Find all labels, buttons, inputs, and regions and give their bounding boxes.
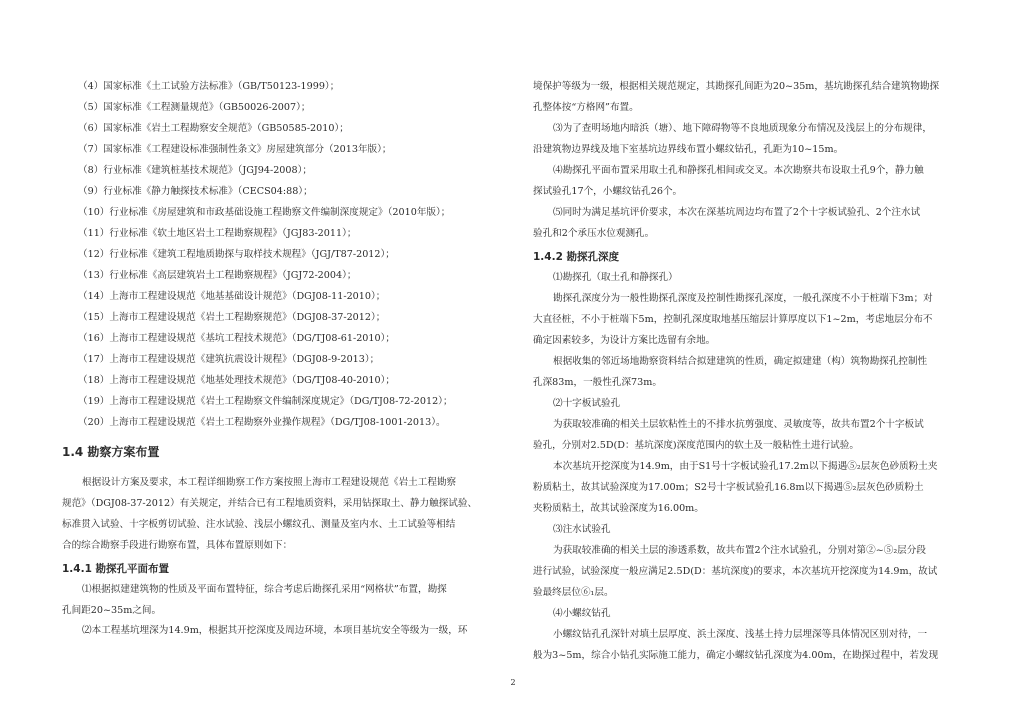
paragraph-line: ⑷勘探孔平面布置采用取土孔和静探孔相间或交叉。本次勘察共布设取土孔9个，静力触 [553,165,924,176]
reference-item: （7）国家标准《工程建设标准强制性条文》房屋建筑部分（2013年版）； [78,144,392,155]
paragraph-line: 验最终层位⑥₁层。 [533,587,614,598]
paragraph-line: 粉质粘土，故其试验深度为17.00m；S2号十字板试验孔16.8m以下揭遇⑤₂层灰色砂质粉土 [533,482,924,493]
reference-item: （18）上海市工程建设规范《地基处理技术规范》（DG/TJ08-40-2010）； [78,375,396,386]
reference-item: （11）行业标准《软土地区岩土工程勘察规程》（JGJ83-2011）； [78,228,357,239]
paragraph-line: 勘探孔深度分为一般性勘探孔深度及控制性勘探孔深度，一般孔深度不小于桩端下3m；对 [553,293,933,304]
paragraph-line: 为获取较准确的相关土层软粘性土的不排水抗剪强度、灵敏度等，故共布置2个十字板试 [553,419,924,430]
reference-item: （9）行业标准《静力触探技术标准》（CECS04:88）； [78,186,313,197]
paragraph-line: 根据设计方案及要求，本工程详细勘察工作方案按照上海市工程建设规范《岩土工程勘察 [82,477,457,488]
page-number: 2 [510,678,516,687]
paragraph-line: ⑴根据拟建建筑物的性质及平面布置特征，综合考虑后勘探孔采用“网格状”布置，勘探 [82,584,447,595]
paragraph-line: 根据收集的邻近场地勘察资料结合拟建建筑的性质，确定拟建建（构）筑物勘探孔控制性 [553,356,928,367]
paragraph-line: 验孔和2个承压水位观测孔。 [533,228,655,239]
item-heading: ⑷小螺纹钻孔 [553,608,611,619]
paragraph-line: 孔整体按“方格网”布置。 [533,102,639,113]
subsection-heading: 1.4.2 勘探孔深度 [533,251,620,263]
subsection-heading: 1.4.1 勘探孔平面布置 [62,563,170,575]
paragraph-line: 进行试验，试验深度一般应满足2.5D(D：基坑深度)的要求，本次基坑开挖深度为14.9m，故试 [533,566,938,577]
reference-item: （16）上海市工程建设规范《基坑工程技术规范》（DG/TJ08-61-2010）； [78,333,396,344]
paragraph-line: 孔间距20~35m之间。 [62,605,162,616]
section-heading: 1.4 勘察方案布置 [62,445,160,459]
item-heading: ⑴勘探孔（取土孔和静探孔） [553,272,678,283]
paragraph-line: 为获取较准确的相关土层的渗透系数，故共布置2个注水试验孔，分别对第②~⑤₂层分段 [553,545,926,556]
paragraph-line: 规范》（DGJ08-37-2012）有关规定，并结合已有工程地质资料，采用钻探取土、静力触探试验、 [62,498,478,509]
reference-item: （12）行业标准《建筑工程地质勘探与取样技术规程》（JGJ/T87-2012）； [78,249,395,260]
reference-item: （13）行业标准《高层建筑岩土工程勘察规程》（JGJ72-2004）； [78,270,357,281]
paragraph-line: 夹粉质粘土，故其试验深度为16.00m。 [533,503,704,514]
paragraph-line: 孔深83m，一般性孔深73m。 [533,377,662,388]
reference-item: （5）国家标准《工程测量规范》（GB50026-2007）； [78,102,311,113]
paragraph-line: ⑵本工程基坑埋深为14.9m，根据其开挖深度及周边环境，本项目基坑安全等级为一级，环 [82,625,468,636]
reference-item: （8）行业标准《建筑桩基技术规范》（JGJ94-2008）； [78,165,313,176]
item-heading: ⑵十字板试验孔 [553,398,621,409]
reference-item: （20）上海市工程建设规范《岩土工程勘察外业操作规程》（DG/TJ08-1001-2013）。 [78,417,446,428]
reference-item: （4）国家标准《土工试验方法标准》（GB/T50123-1999）； [78,81,340,92]
reference-item: （10）行业标准《房屋建筑和市政基础设施工程勘察文件编制深度规定》（2010年版）； [78,207,451,218]
paragraph-line: 小螺纹钻孔孔深针对填土层厚度、浜土深度、浅基土持力层埋深等具体情况区别对待，一 [553,629,928,640]
paragraph-line: 探试验孔17个，小螺纹钻孔26个。 [533,186,683,197]
paragraph-line: 标准贯入试验、十字板剪切试验、注水试验、浅层小螺纹孔、测量及室内水、土工试验等相结 [62,519,456,530]
paragraph-line: 确定因素较多，为设计方案比选留有余地。 [533,335,716,346]
reference-item: （19）上海市工程建设规范《岩土工程勘察文件编制深度规定》（DG/TJ08-72-2012）； [78,396,453,407]
paragraph-line: ⑸同时为满足基坑评价要求，本次在深基坑周边均布置了2个十字板试验孔、2个注水试 [553,207,921,218]
paragraph-line: 大直径桩，不小于桩端下5m，控制孔深度取地基压缩层计算厚度以下1~2m，考虑地层分布不 [533,314,933,325]
paragraph-line: 沿建筑物边界线及地下室基坑边界线布置小螺纹钻孔，孔距为10~15m。 [533,144,844,155]
reference-item: （17）上海市工程建设规范《建筑抗震设计规程》（DGJ08-9-2013）； [78,354,380,365]
paragraph-line: 本次基坑开挖深度为14.9m，由于S1号十字板试验孔17.2m以下揭遇⑤₂层灰色砂质粉土夹 [553,461,938,472]
paragraph-line: 境保护等级为一级，根据相关规范规定，其勘探孔间距为20~35m，基坑勘探孔结合建筑物勘探 [533,81,940,92]
paragraph-line: ⑶为了查明场地内暗浜（塘）、地下障碍物等不良地质现象分布情况及浅层上的分布规律， [553,123,932,134]
reference-item: （14）上海市工程建设规范《地基基础设计规范》（DGJ08-11-2010）； [78,291,386,302]
reference-item: （15）上海市工程建设规范《岩土工程勘察规范》（DGJ08-37-2012）； [78,312,386,323]
paragraph-line: 合的综合勘察手段进行勘察布置，具体布置原则如下： [62,540,293,551]
item-heading: ⑶注水试验孔 [553,524,611,535]
reference-item: （6）国家标准《岩土工程勘察安全规范》（GB50585-2010）； [78,123,349,134]
paragraph-line: 般为3~5m，综合小钻孔实际施工能力，确定小螺纹钻孔深度为4.00m，在勘探过程中，若发现 [533,650,939,661]
paragraph-line: 验孔，分别对2.5D(D：基坑深度)深度范围内的软土及一般粘性土进行试验。 [533,440,859,451]
